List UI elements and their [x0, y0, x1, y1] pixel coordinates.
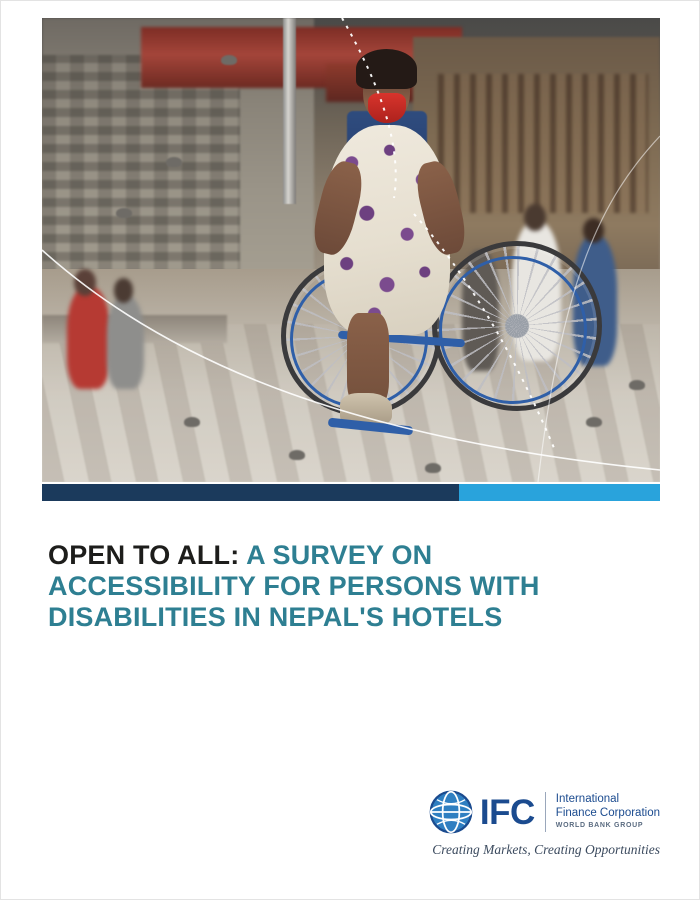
world-bank-group-label: WORLD BANK GROUP — [555, 822, 644, 829]
accent-color-bar — [42, 484, 660, 501]
organization-name-block — [556, 793, 660, 831]
accent-bar-dark-segment — [42, 484, 459, 501]
page-title-block — [48, 540, 608, 633]
accent-bar-light-segment — [459, 484, 660, 501]
logo-tagline: Creating Markets, Creating Opportunities — [432, 842, 660, 857]
ifc-logo-lockup — [429, 790, 660, 858]
cover-photo — [42, 18, 660, 482]
organization-name-line-1: International — [555, 793, 620, 805]
page-title-rest: A SURVEY ON ACCESSIBILITY FOR PERSONS WITH DISABILITIES IN NEPAL'S HOTELS — [48, 540, 540, 632]
ifc-logo-row — [429, 790, 660, 834]
page-title-lead: OPEN TO ALL: — [48, 540, 240, 570]
page-title — [48, 540, 608, 633]
logo-divider — [545, 792, 546, 832]
organization-name-line-2: Finance Corporation — [555, 806, 660, 819]
decorative-curve-overlay — [42, 18, 660, 482]
globe-icon — [429, 790, 473, 834]
ifc-wordmark: IFC — [479, 792, 535, 832]
